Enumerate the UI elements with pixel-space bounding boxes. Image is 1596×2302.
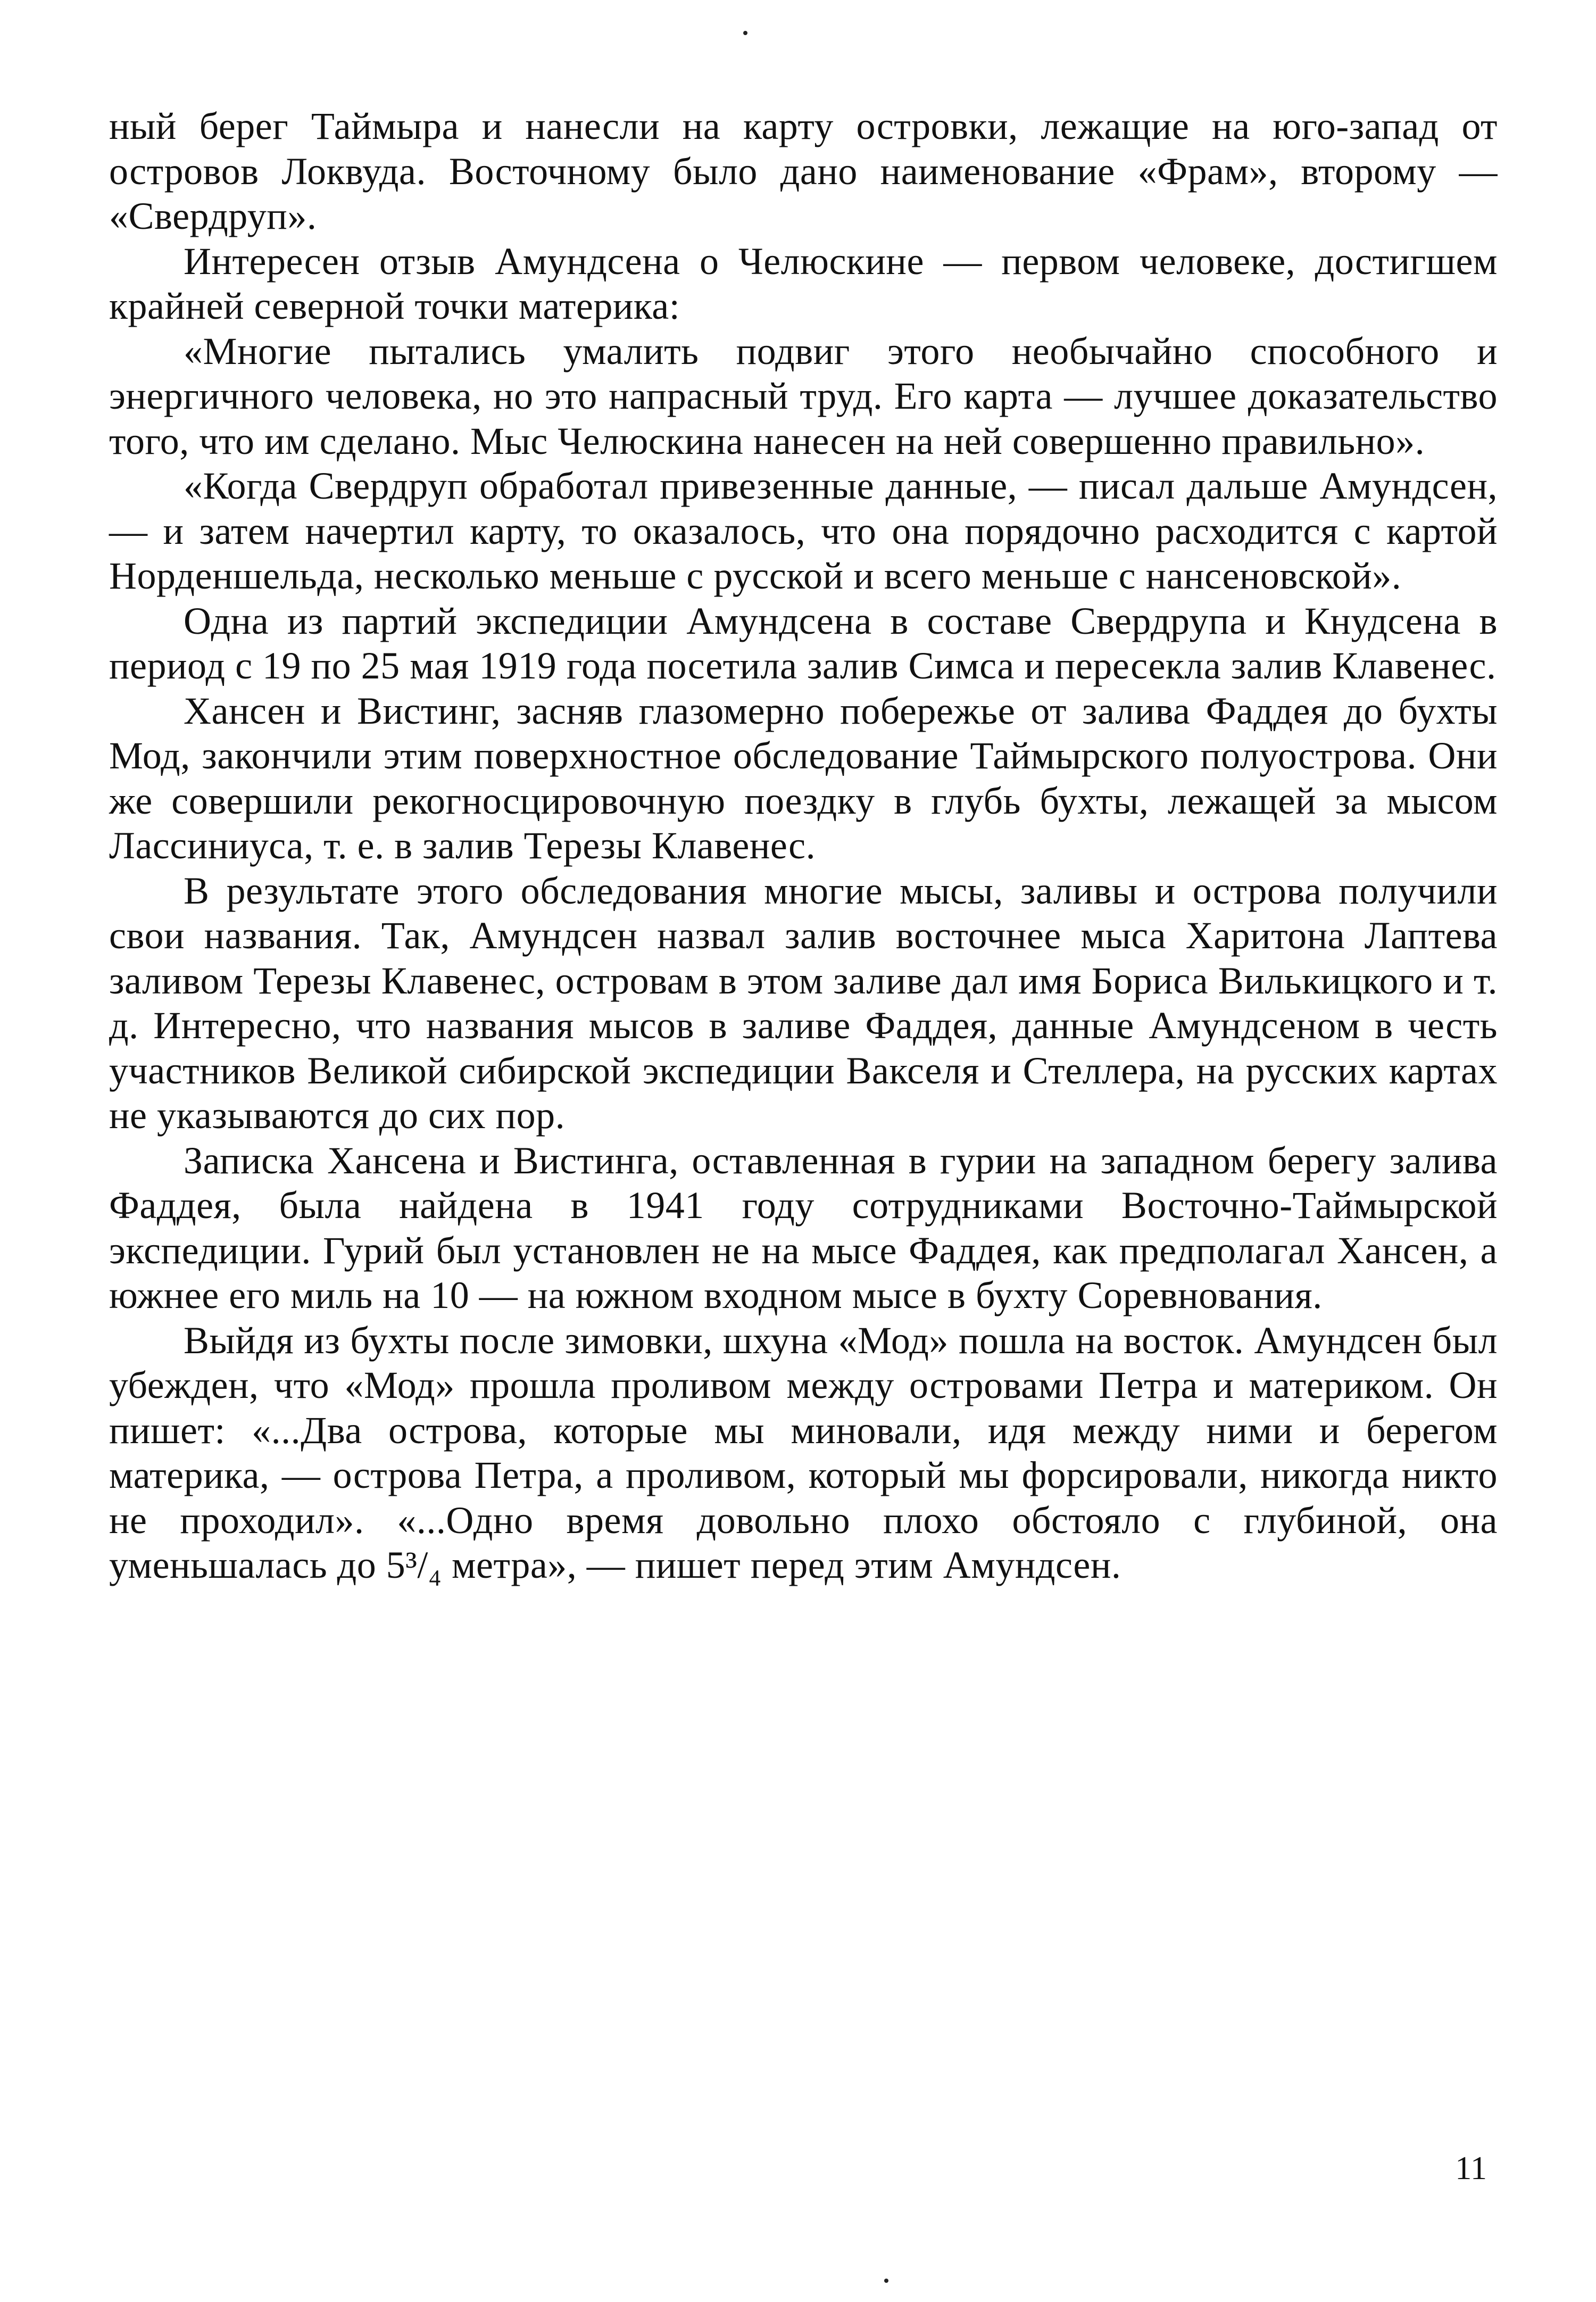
page-text bbox=[109, 104, 1498, 1588]
paragraph-6: Хансен и Вистинг, засняв глазомерно побережье от залива Фаддея до бухты Мод, закончили этим поверхностное обследование Таймырского полуострова. Они же совершили рекогносцировочную поездку в глубь бухты, лежащей за мысом Лассиниуса, т. е. в залив Терезы Клавенес. bbox=[109, 689, 1498, 867]
paragraph-5: Одна из партий экспедиции Амундсена в составе Свердрупа и Кнудсена в период с 19 по 25 мая 1919 года посетила залив Симса и пересекла залив Клавенес. bbox=[109, 599, 1498, 687]
paragraph-1: ный берег Таймыра и нанесли на карту островки, лежащие на юго-запад от островов Локвуда. Восточному было дано наименование «Фрам», второму — «Свердруп». bbox=[109, 105, 1498, 237]
paragraph-8: Записка Хансена и Вистинга, оставленная в гурии на западном берегу залива Фаддея, была найдена в 1941 году сотрудниками Восточно-Таймырской экспедиции. Гурий был установлен не на мысе Фаддея, как предполагал Хансен, а южнее его миль на 10 — на южном входном мысе в бухту Соревнования. bbox=[109, 1139, 1498, 1316]
paragraph-2: Интересен отзыв Амундсена о Челюскине — первом человеке, достигшем крайней северной точки материка: bbox=[109, 239, 1498, 327]
paragraph-7: В результате этого обследования многие мысы, заливы и острова получили свои названия. Так, Амундсен назвал залив восточнее мыса Харитона Лаптева заливом Терезы Клавенес, островам в этом заливе дал имя Бориса Вилькицкого и т. д. Интересно, что названия мысов в заливе Фаддея, данные Амундсеном в честь участников Великой сибирской экспедиции Вакселя и Стеллера, на русских картах не указываются до сих пор. bbox=[109, 869, 1498, 1137]
print-speck bbox=[743, 31, 747, 35]
page-number: 11 bbox=[1455, 2150, 1487, 2187]
paragraph-4: «Когда Свердруп обработал привезенные данные, — писал дальше Амундсен, — и затем начертил карту, то оказалось, что она порядочно расходится с картой Норденшельда, несколько меньше с русской и всего меньше с нансеновской». bbox=[109, 465, 1498, 597]
print-speck bbox=[884, 2279, 888, 2283]
paragraph-3: «Многие пытались умалить подвиг этого необычайно способного и энергичного человека, но это напрасный труд. Его карта — лучшее доказательство того, что им сделано. Мыс Челюскина нанесен на ней совершенно правильно». bbox=[109, 329, 1498, 462]
paragraph-9: Выйдя из бухты после зимовки, шхуна «Мод» пошла на восток. Амундсен был убежден, что «Мод» прошла проливом между островами Петра и материком. Он пишет: «...Два острова, которые мы миновали, идя между ними и берегом материка, — острова Петра, а проливом, который мы форсировали, никогда никто не проходил». «...Одно время довольно плохо обстояло с глубиной, она уменьшалась до 5³/₄ метра», — пишет перед этим Амундсен. bbox=[109, 1319, 1498, 1586]
